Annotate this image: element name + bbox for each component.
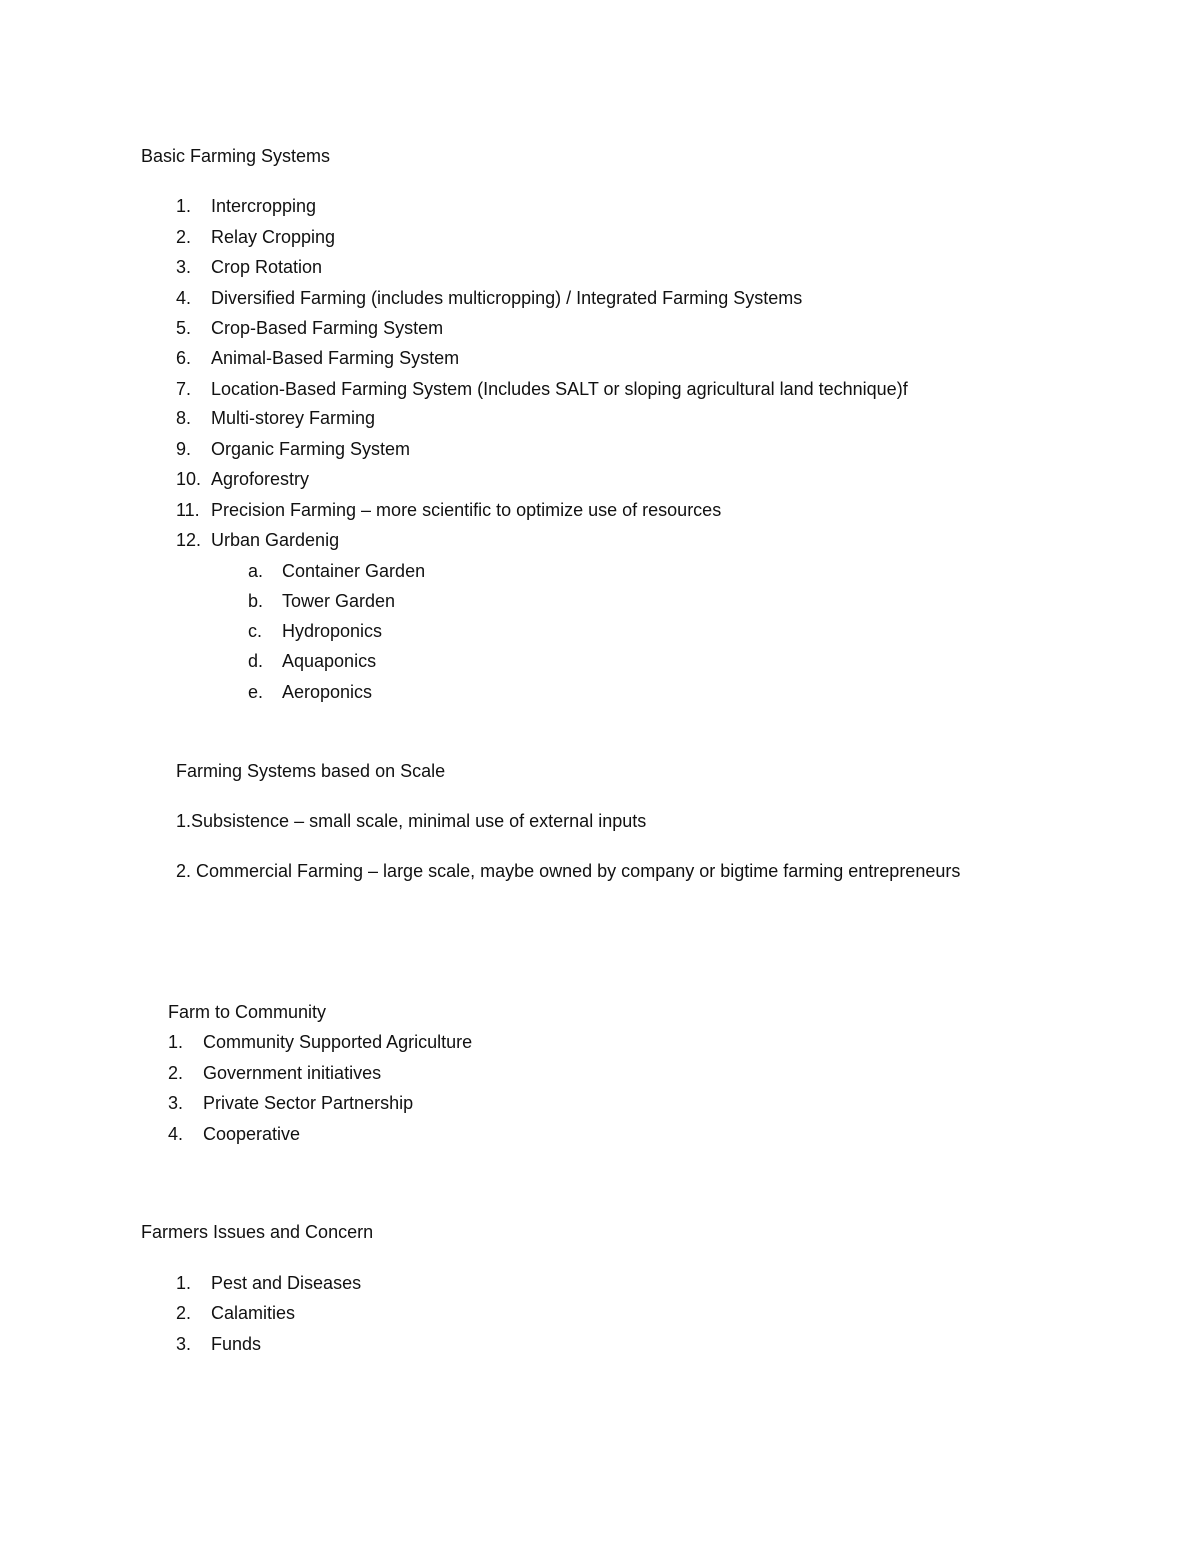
sublist-item-letter: d.	[248, 651, 264, 671]
sublist-item-letter: e.	[248, 682, 264, 702]
list-item-text: Precision Farming – more scientific to optimize use of resources	[211, 500, 722, 520]
list-item-number: 3.	[176, 257, 192, 277]
list-item-text: Urban Gardenig	[211, 530, 340, 550]
list-item-text: Pest and Diseases	[211, 1273, 362, 1293]
list-item-text: Relay Cropping	[211, 227, 336, 247]
scale-item-commercial: 2. Commercial Farming – large scale, maybe owned by company or bigtime farming entrepreneurs	[176, 861, 961, 881]
heading-farmers-issues: Farmers Issues and Concern	[141, 1222, 374, 1242]
list-item-number: 8.	[176, 408, 192, 428]
list-item-text: Private Sector Partnership	[203, 1093, 414, 1113]
list-item-number: 10.	[176, 469, 202, 489]
list-item-text: Government initiatives	[203, 1063, 382, 1083]
list-item-number: 5.	[176, 318, 192, 338]
list-item-text: Crop Rotation	[211, 257, 323, 277]
sublist-item-text: Aquaponics	[282, 651, 377, 671]
sublist-item-text: Hydroponics	[282, 621, 383, 641]
list-item-number: 2.	[176, 227, 192, 247]
heading-basic-farming-systems: Basic Farming Systems	[141, 146, 331, 166]
sublist-item-text: Tower Garden	[282, 591, 396, 611]
list-item-number: 3.	[176, 1334, 192, 1354]
heading-farm-to-community: Farm to Community	[168, 1002, 327, 1022]
list-item-text: Community Supported Agriculture	[203, 1032, 473, 1052]
list-item-text: Intercropping	[211, 196, 317, 216]
list-item-text: Location-Based Farming System (Includes SALT or sloping agricultural land technique)f	[211, 379, 908, 399]
list-item-text: Cooperative	[203, 1124, 301, 1144]
list-item-text: Multi-storey Farming	[211, 408, 376, 428]
list-item-text: Animal-Based Farming System	[211, 348, 460, 368]
list-item-text: Crop-Based Farming System	[211, 318, 444, 338]
list-item-number: 1.	[176, 1273, 192, 1293]
sublist-item-text: Aeroponics	[282, 682, 373, 702]
list-item-number: 6.	[176, 348, 192, 368]
list-item-number: 2.	[168, 1063, 184, 1083]
list-item-number: 9.	[176, 439, 192, 459]
heading-farming-systems-scale: Farming Systems based on Scale	[176, 761, 446, 781]
list-item-number: 12.	[176, 530, 202, 550]
list-item-text: Funds	[211, 1334, 262, 1354]
list-item-number: 1.	[168, 1032, 184, 1052]
list-item-number: 11.	[176, 500, 200, 520]
list-item-number: 4.	[168, 1124, 184, 1144]
list-item-text: Diversified Farming (includes multicropping) / Integrated Farming Systems	[211, 288, 803, 308]
list-item-text: Organic Farming System	[211, 439, 411, 459]
sublist-item-letter: c.	[248, 621, 263, 641]
list-item-text: Calamities	[211, 1303, 296, 1323]
list-item-number: 2.	[176, 1303, 192, 1323]
scale-item-subsistence: 1.Subsistence – small scale, minimal use of external inputs	[176, 811, 647, 831]
sublist-item-text: Container Garden	[282, 561, 426, 581]
list-item-number: 4.	[176, 288, 192, 308]
sublist-item-letter: a.	[248, 561, 264, 581]
list-item-number: 1.	[176, 196, 192, 216]
list-item-number: 7.	[176, 379, 192, 399]
list-item-text: Agroforestry	[211, 469, 310, 489]
sublist-item-letter: b.	[248, 591, 264, 611]
list-item-number: 3.	[168, 1093, 184, 1113]
